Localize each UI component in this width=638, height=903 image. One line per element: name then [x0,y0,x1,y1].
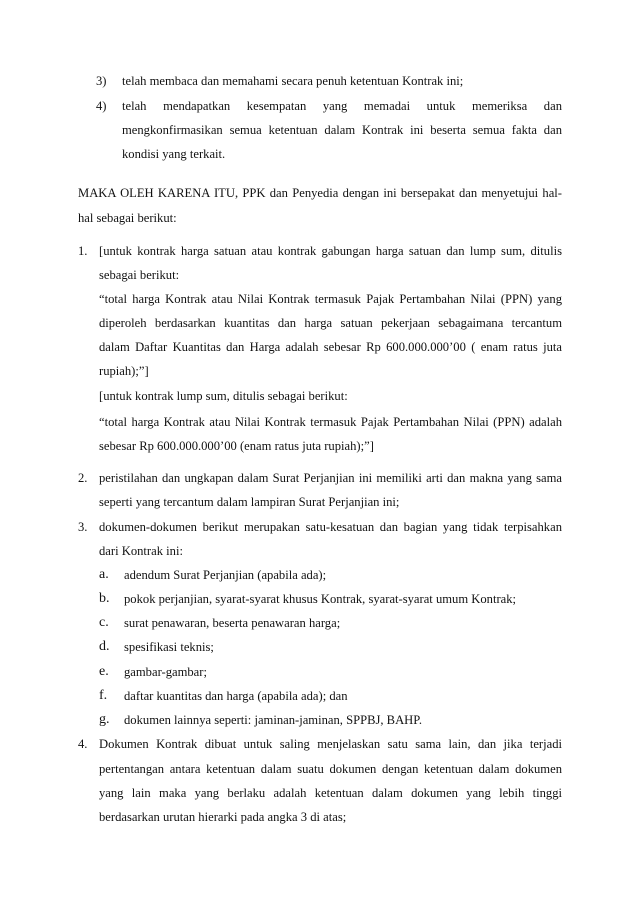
point3-item-g-letter: g. [99,712,110,727]
point3-number: 3. [78,520,88,534]
point1-line8: “total harga Kontrak atau Nilai Kontrak termasuk Pajak Pertambahan Nilai (PPN) adalah [99,415,562,429]
point4-line4: berdasarkan urutan hierarki pada angka 3 di atas; [99,810,347,824]
point3-item-a-text: adendum Surat Perjanjian (apabila ada); [124,568,327,582]
point4-line2: pertentangan antara ketentuan dalam suatu dokumen dengan ketentuan dalam dokumen [99,762,562,776]
point3-item-c-text: surat penawaran, beserta penawaran harga; [124,616,341,630]
point3-item-d-text: spesifikasi teknis; [124,640,214,654]
point4-line1: Dokumen Kontrak dibuat untuk saling menjelaskan satu sama lain, dan jika terjadi [99,737,562,751]
intro-item4-number: 4) [96,99,107,113]
point3-item-g-text: dokumen lainnya seperti: jaminan-jaminan, SPPBJ, BAHP. [124,713,423,727]
point3-line1: dokumen-dokumen berikut merupakan satu-kesatuan dan bagian yang tidak terpisahkan [99,520,562,534]
intro-item3-number: 3) [96,74,107,88]
point4-number: 4. [78,737,88,751]
point3-item-e-letter: e. [99,664,109,679]
point1-line3: “total harga Kontrak atau Nilai Kontrak termasuk Pajak Pertambahan Nilai (PPN) yang [99,292,562,306]
point3-item-e-text: gambar-gambar; [124,665,207,679]
point2-number: 2. [78,471,88,485]
point1-line5: dalam Daftar Kuantitas dan Harga adalah sebesar Rp 600.000.000’00 ( enam ratus juta [99,340,562,354]
point3-item-a-letter: a. [99,567,109,582]
point1-line1: [untuk kontrak harga satuan atau kontrak gabungan harga satuan dan lump sum, ditulis [99,244,562,258]
point3-item-b-text: pokok perjanjian, syarat-syarat khusus Kontrak, syarat-syarat umum Kontrak; [124,592,517,606]
intro-item3-text: telah membaca dan memahami secara penuh ketentuan Kontrak ini; [122,74,464,88]
intro-item4-line1: telah mendapatkan kesempatan yang memadai untuk memeriksa dan [122,99,562,113]
point2-line1: peristilahan dan ungkapan dalam Surat Perjanjian ini memiliki arti dan makna yang sama [99,471,562,485]
point1-line9: sebesar Rp 600.000.000’00 (enam ratus juta rupiah);”] [99,439,374,453]
intro-item4-line3: kondisi yang terkait. [122,147,226,161]
intro-item4-line2: mengkonfirmasikan semua ketentuan dalam Kontrak ini beserta semua fakta dan [122,123,562,137]
point4-line3: yang lain maka yang berlaku adalah ketentuan dalam dokumen yang lebih tinggi [99,786,562,800]
point3-item-f-text: daftar kuantitas dan harga (apabila ada); dan [124,689,348,703]
point1-line4: diperoleh berdasarkan kuantitas dan harga satuan pekerjaan sebagaimana tercantum [99,316,562,330]
point3-item-f-letter: f. [99,688,108,703]
point1-line2: sebagai berikut: [99,268,180,282]
point1-line7: [untuk kontrak lump sum, ditulis sebagai berikut: [99,389,348,403]
point3-item-d-letter: d. [99,639,110,654]
maka-line2: hal sebagai berikut: [78,211,177,225]
point3-line2: dari Kontrak ini: [99,544,183,558]
point2-line2: seperti yang tercantum dalam lampiran Surat Perjanjian ini; [99,495,400,509]
maka-line1: MAKA OLEH KARENA ITU, PPK dan Penyedia dengan ini bersepakat dan menyetujui hal- [78,186,562,200]
point1-number: 1. [78,244,88,258]
point3-item-b-letter: b. [99,591,110,606]
point3-item-c-letter: c. [99,615,109,630]
point1-line6: rupiah);”] [99,364,149,378]
